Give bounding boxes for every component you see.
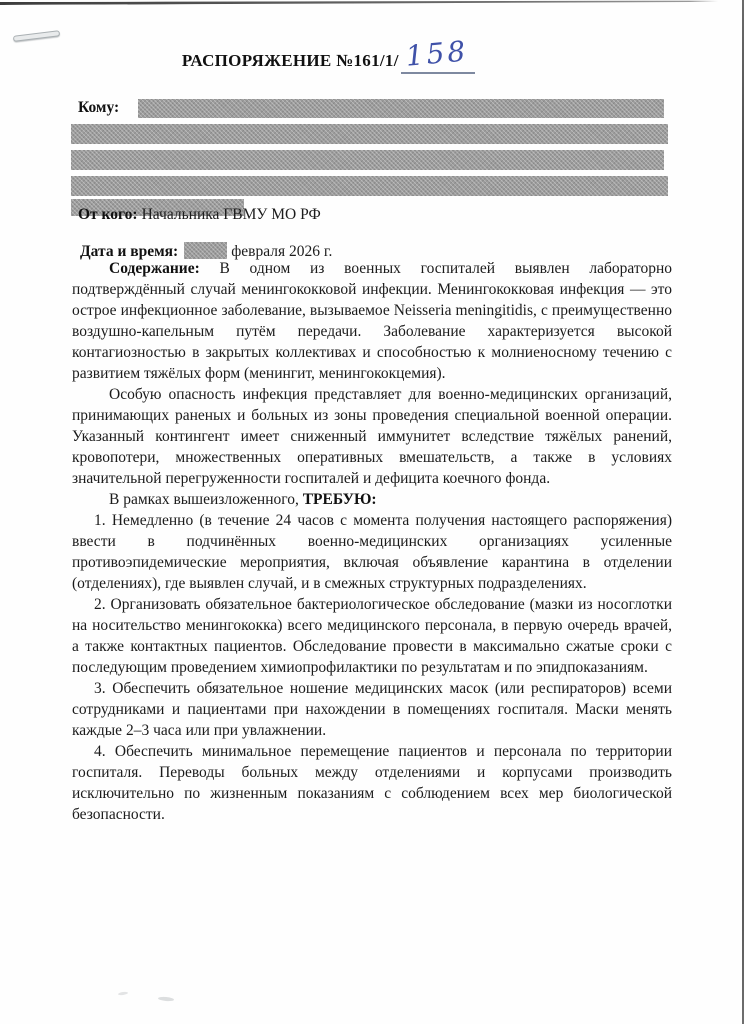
- handwritten-number-underline: [401, 34, 475, 74]
- order-item-text: Организовать обязательное бактериологическое обследование (мазки из носоглотки на носительство менингококка) всего медицинского персонала, в первую очередь врачей, а также контактных пациентов. Обследование провести в максимально сжатые сроки с последующим проведением химиопрофилактики по результатам и по эпидпоказаниям.: [72, 596, 672, 676]
- scan-artifact-smudge: [118, 991, 128, 995]
- danger-paragraph: Особую опасность инфекция представляет для военно-медицинских организаций, принимающих раненых и больных из зоны проведения специальной военной операции. Указанный контингент имеет сниженный иммунитет вследствие тяжёлых ранений, кровопотери, множественных оперативных вмешательств, а также в условиях значительной перегруженности госпиталей и дефицита коечного фонда.: [72, 386, 672, 487]
- staple-mark: [13, 30, 60, 42]
- order-item-number: 1.: [94, 512, 106, 529]
- document-body: [72, 258, 672, 825]
- redaction-bar: [71, 176, 668, 196]
- order-item-number: 2.: [94, 596, 106, 613]
- order-item-text: Немедленно (в течение 24 часов с момента получения настоящего распоряжения) ввести в подчинённых военно-медицинских организациях усиленные противоэпидемические мероприятия, включая объявление карантина в отделении (отделениях), где выявлен случай, и в смежных структурных подразделениях.: [72, 512, 673, 592]
- redaction-bar: [71, 124, 668, 144]
- handwritten-number: 158: [404, 34, 470, 73]
- redaction-bar: [71, 150, 664, 170]
- redaction-box-date: [184, 242, 227, 259]
- from-field: [78, 206, 321, 224]
- datetime-field-suffix: февраля 2026 г.: [231, 243, 333, 260]
- require-word: ТРЕБУЮ:: [302, 491, 377, 508]
- order-item-4: [72, 741, 672, 825]
- scan-artifact-top-line: [0, 0, 718, 5]
- datetime-field-label: Дата и время:: [80, 243, 179, 260]
- order-item-2: [72, 594, 672, 678]
- order-item-number: 4.: [94, 743, 106, 760]
- redaction-bar: [138, 99, 664, 118]
- order-item-text: Обеспечить минимальное перемещение пациентов и персонала по территории госпиталя. Переводы больных между отделениями и корпусами производить исключительно по жизненным показаниям с соблюдением всех мер биологической безопасности.: [72, 743, 673, 823]
- order-item-number: 3.: [94, 680, 106, 697]
- from-field-label: От кого:: [78, 206, 138, 223]
- document-title: [0, 34, 657, 74]
- scan-artifact-smudge: [158, 996, 174, 1001]
- order-item-3: [72, 678, 672, 741]
- order-item-1: [72, 510, 672, 594]
- content-paragraph: [72, 258, 672, 384]
- content-label: Содержание:: [109, 260, 200, 277]
- from-field-value: Начальника ГВМУ МО РФ: [141, 206, 321, 223]
- content-paragraph-text: В одном из военных госпиталей выявлен лабораторно подтверждённый случай менингококковой инфекции. Менингококковая инфекция — это острое инфекционное заболевание, вызываемое Neisseria meningitidis, с преимущественно воздушно-капельным путём передачи. Заболевание характеризуется высокой контагиозностью в закрытых коллективах и способностью к молниеносному течению с развитием тяжёлых форм (менингит, менингококцемия).: [72, 260, 672, 382]
- require-prefix: В рамках вышеизложенного,: [109, 491, 299, 508]
- to-field-label: Кому:: [78, 99, 120, 116]
- order-item-text: Обеспечить обязательное ношение медицинских масок (или респираторов) всеми сотрудниками и пациентами при нахождении в помещениях госпиталя. Маски менять каждые 2–3 часа или при увлажнении.: [72, 680, 672, 739]
- scan-artifact-right-edge-line: [742, 0, 744, 1024]
- title-printed-text: РАСПОРЯЖЕНИЕ №161/1/: [181, 51, 399, 70]
- require-line: [72, 489, 672, 510]
